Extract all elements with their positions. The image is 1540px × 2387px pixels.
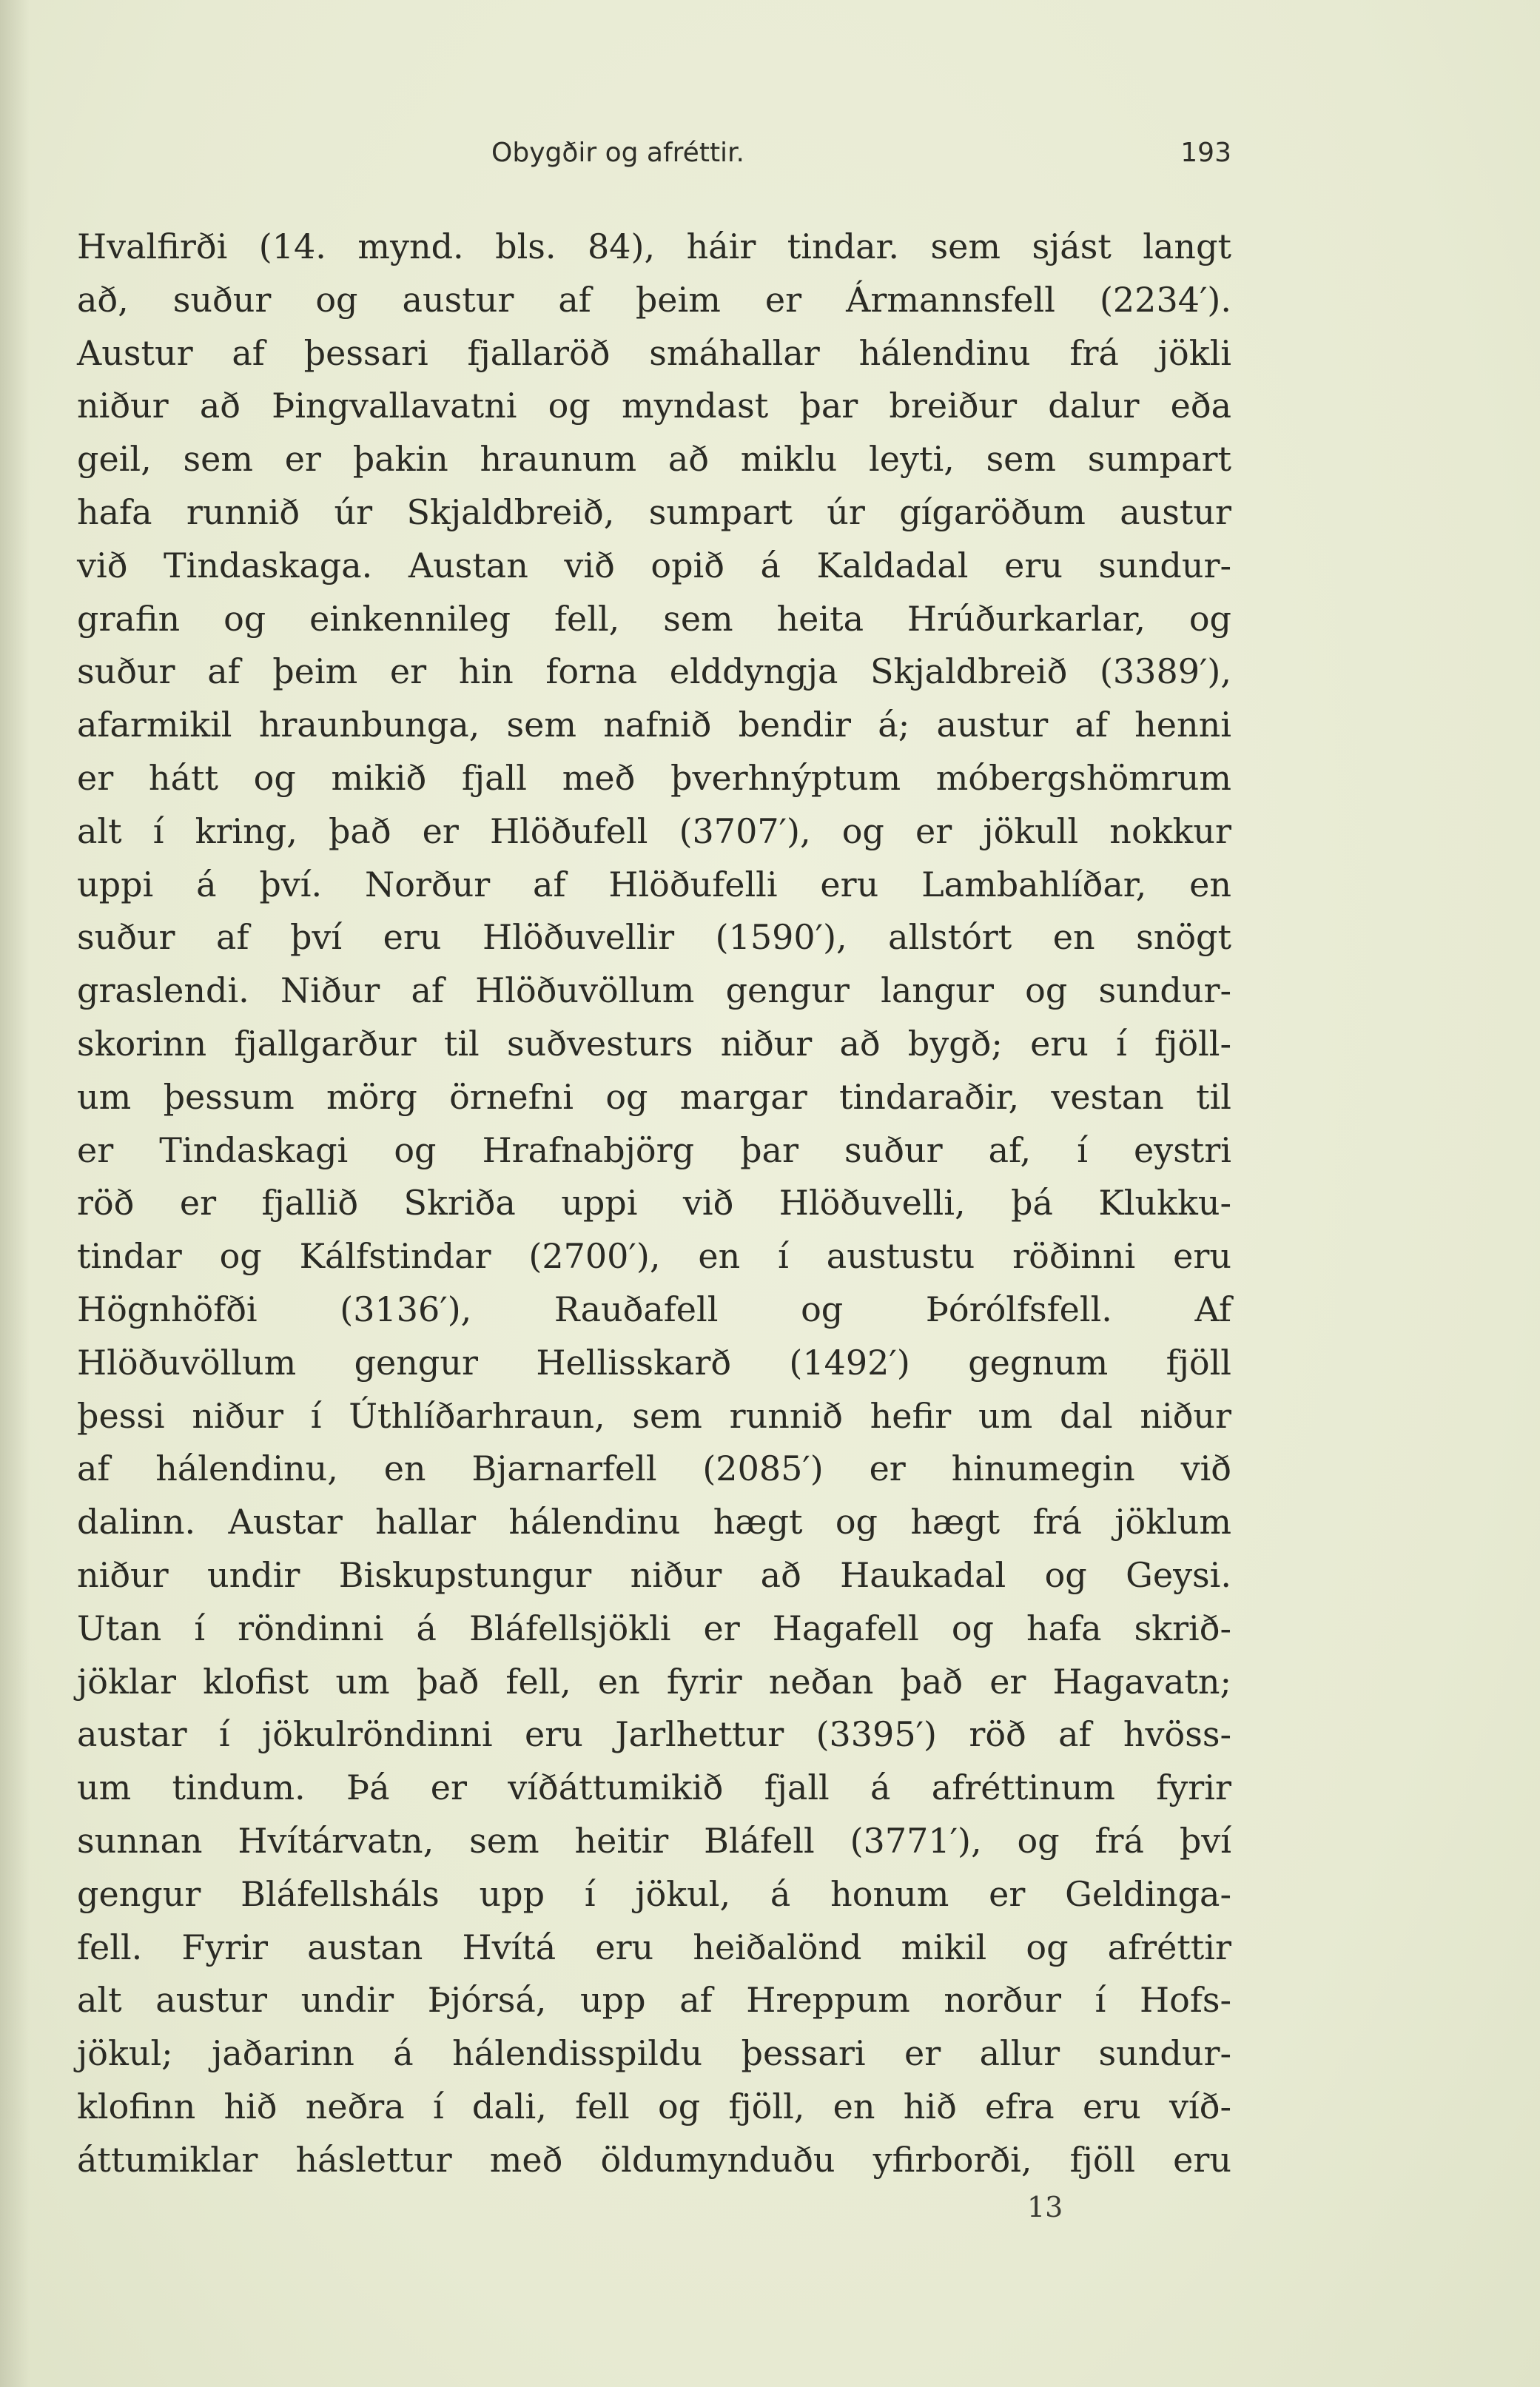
text-line: skorinn fjallgarður til suðvesturs niður að bygð; eru í fjöll- <box>77 1023 1231 1064</box>
text-line: suður af þeim er hin forna elddyngja Skjaldbreið (3389′), <box>77 651 1231 692</box>
text-line: geil, sem er þakin hraunum að miklu leyti, sem sumpart <box>77 439 1231 480</box>
text-line: um þessum mörg örnefni og margar tindaraðir, vestan til <box>77 1076 1231 1117</box>
text-line: afarmikil hraunbunga, sem nafnið bendir á; austur af henni <box>77 705 1231 745</box>
text-line: tindar og Kálfstindar (2700′), en í austustu röðinni eru <box>77 1236 1231 1277</box>
text-line: grafin og einkennileg fell, sem heita Hrúðurkarlar, og <box>77 598 1231 639</box>
signature-mark: 13 <box>1027 2191 1063 2223</box>
text-line: alt austur undir Þjórsá, upp af Hreppum norður í Hofs- <box>77 1980 1231 2021</box>
text-line: graslendi. Niður af Hlöðuvöllum gengur langur og sundur- <box>77 970 1231 1011</box>
text-line: er hátt og mikið fjall með þverhnýptum móbergshömrum <box>77 757 1231 798</box>
text-line: fell. Fyrir austan Hvítá eru heiðalönd mikil og afréttir <box>77 1927 1231 1967</box>
text-line: Utan í röndinni á Bláfellsjökli er Hagafell og hafa skrið- <box>77 1608 1231 1648</box>
text-line: við Tindaskaga. Austan við opið á Kaldadal eru sundur- <box>77 545 1231 585</box>
text-line: jöklar klofist um það fell, en fyrir neðan það er Hagavatn; <box>77 1661 1231 1702</box>
text-line: þessi niður í Úthlíðarhraun, sem runnið hefir um dal niður <box>77 1395 1231 1436</box>
text-line: áttumiklar háslettur með öldumynduðu yfirborði, fjöll eru <box>77 2139 1231 2180</box>
text-line: Hlöðuvöllum gengur Hellisskarð (1492′) gegnum fjöll <box>77 1342 1231 1383</box>
text-line: austar í jökulröndinni eru Jarlhettur (3395′) röð af hvöss- <box>77 1714 1231 1755</box>
text-line: suður af því eru Hlöðuvellir (1590′), allstórt en snögt <box>77 917 1231 958</box>
body-text <box>77 221 1231 2186</box>
text-line: gengur Bláfellsháls upp í jökul, á honum er Geldinga- <box>77 1873 1231 1914</box>
text-line: alt í kring, það er Hlöðufell (3707′), og er jökull nokkur <box>77 810 1231 851</box>
text-line: af hálendinu, en Bjarnarfell (2085′) er hinumegin við <box>77 1448 1231 1489</box>
text-line: er Tindaskagi og Hrafnabjörg þar suður af, í eystri <box>77 1129 1231 1170</box>
text-line: niður að Þingvallavatni og myndast þar breiður dalur eða <box>77 386 1231 426</box>
text-line: röð er fjallið Skriða uppi við Hlöðuvelli, þá Klukku- <box>77 1183 1231 1223</box>
running-header <box>77 138 1231 182</box>
text-line: að, suður og austur af þeim er Ármannsfell (2234′). <box>77 279 1231 320</box>
text-line: jökul; jaðarinn á hálendisspildu þessari er allur sundur- <box>77 2033 1231 2074</box>
text-line: niður undir Biskupstungur niður að Haukadal og Geysi. <box>77 1554 1231 1595</box>
text-line: Austur af þessari fjallaröð smáhallar hálendinu frá jökli <box>77 332 1231 373</box>
running-title: Obygðir og afréttir. <box>491 138 744 168</box>
page-gutter-shadow <box>0 0 30 2387</box>
text-line: um tindum. Þá er víðáttumikið fjall á afréttinum fyrir <box>77 1767 1231 1808</box>
text-line: sunnan Hvítárvatn, sem heitir Bláfell (3771′), og frá því <box>77 1820 1231 1861</box>
text-line: hafa runnið úr Skjaldbreið, sumpart úr gígaröðum austur <box>77 491 1231 532</box>
text-line: dalinn. Austar hallar hálendinu hægt og hægt frá jöklum <box>77 1502 1231 1542</box>
text-line: klofinn hið neðra í dali, fell og fjöll, en hið efra eru víð- <box>77 2086 1231 2126</box>
page-number: 193 <box>1180 138 1231 168</box>
text-line: Hvalfirði (14. mynd. bls. 84), háir tindar. sem sjást langt <box>77 226 1231 266</box>
text-line: Högnhöfði (3136′), Rauðafell og Þórólfsfell. Af <box>77 1289 1231 1329</box>
text-line: uppi á því. Norður af Hlöðufelli eru Lambahlíðar, en <box>77 864 1231 904</box>
